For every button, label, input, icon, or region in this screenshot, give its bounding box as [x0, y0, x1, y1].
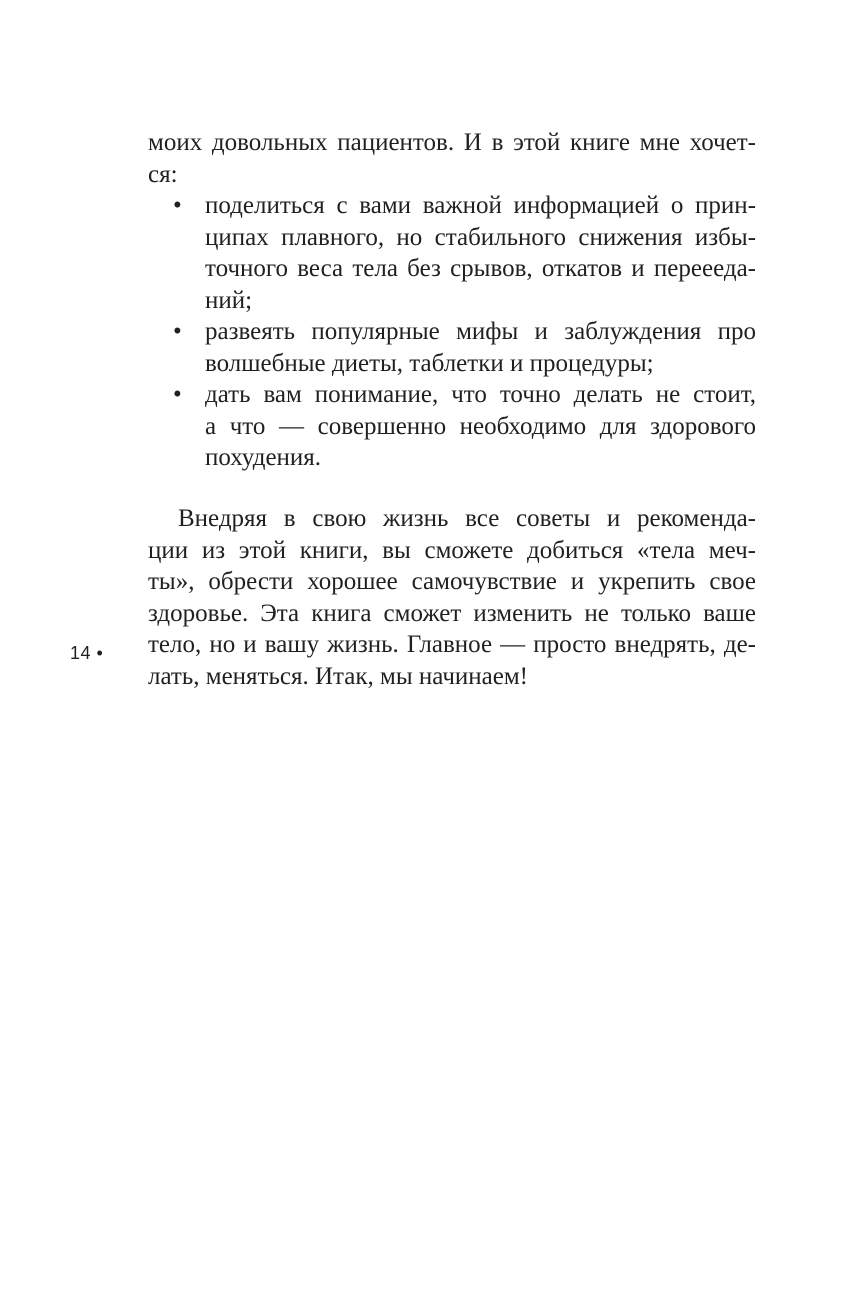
bullet-list-item [148, 316, 756, 379]
paragraph-line: Внедряя в свою жизнь все советы и рекоменда- [178, 505, 756, 532]
bullet-line: ний; [205, 286, 253, 314]
intro-section [148, 127, 756, 474]
bullet-line: развеять популярные мифы и заблуждения про [205, 318, 756, 345]
bullet-list-item [148, 379, 756, 474]
bullet-list-item [148, 190, 756, 316]
bullet-line: волшебные диеты, таблетки и процедуры; [205, 349, 654, 377]
page-number: 14 • [70, 643, 104, 663]
intro-line: ся: [148, 160, 178, 188]
bullet-line: дать вам понимание, что точно делать не стоит, [205, 381, 756, 408]
closing-paragraph [148, 503, 756, 692]
bullet-line: а что — совершенно необходимо для здорового [205, 412, 756, 440]
bullet-icon: • [173, 381, 182, 408]
bullet-icon: • [173, 192, 182, 219]
paragraph-line: ты», обрести хорошее самочувствие и укрепить свое [148, 568, 756, 595]
paragraph-line: здоровье. Эта книга сможет изменить не только ваше [148, 599, 756, 627]
bullet-line: поделиться с вами важной информацией о прин- [205, 192, 756, 219]
bullet-line: точного веса тела без срывов, откатов и переееда- [205, 255, 756, 282]
bullet-line: похудения. [205, 444, 322, 471]
bullet-icon: • [173, 318, 182, 345]
bullet-line: ципах плавного, но стабильного снижения избы- [205, 223, 756, 251]
paragraph-line: тело, но и вашу жизнь. Главное — просто внедрять, де- [148, 631, 756, 658]
paragraph-line: ции из этой книги, вы сможете добиться «тела меч- [148, 536, 756, 564]
intro-line: моих довольных пациентов. И в этой книге мне хочет- [148, 129, 756, 156]
paragraph-line: лать, меняться. Итак, мы начинаем! [148, 662, 529, 690]
